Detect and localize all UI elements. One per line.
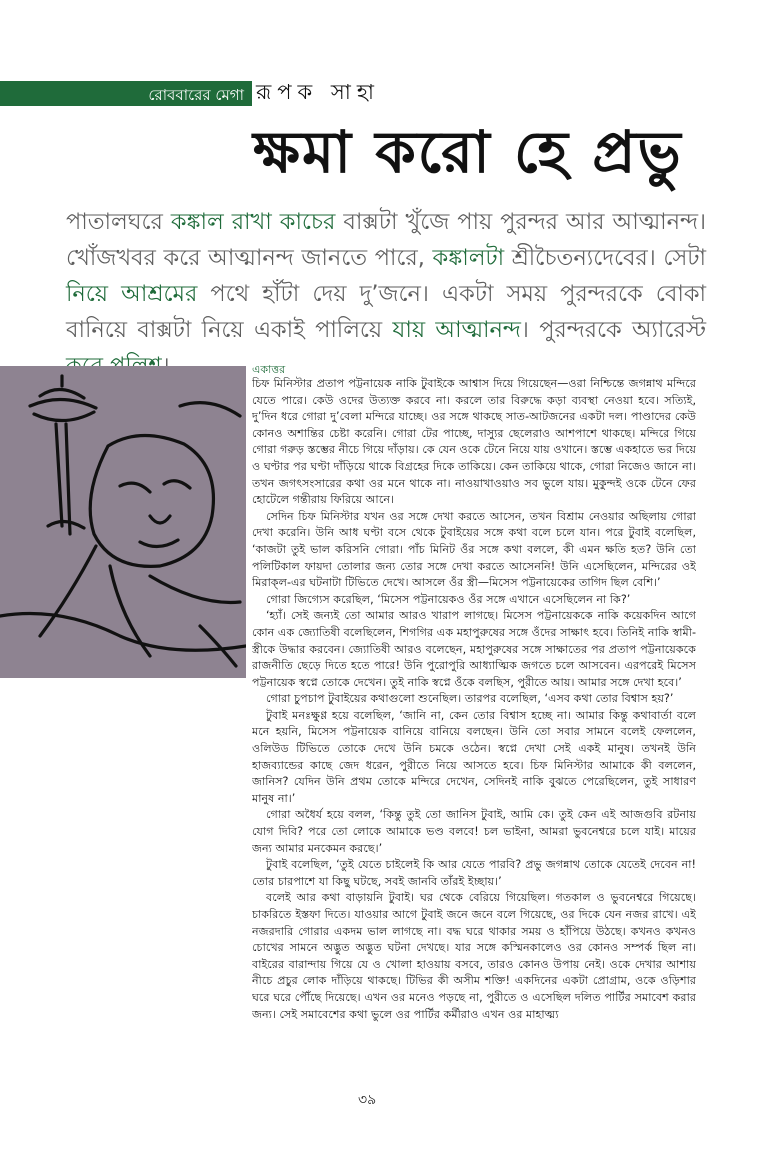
story-paragraph: চিফ মিনিস্টার প্রতাপ পট্টনায়েক নাকি টুবাইকে আশ্বাস দিয়ে গিয়েছেন—ওরা নিশ্চিন্তে জগন্নাথ মন্দিরে যেতে পারে। কেউ ওদের উত্যক্ত করবে না। করলে তার বিরুদ্ধে কড়া ব্যবস্থা নেওয়া হবে। সত্যিই, দু’দিন ধরে গোরা দু’বেলা মন্দিরে যাচ্ছে। ওর সঙ্গে থাকছে সাত-আটজনের একটা দল। পাণ্ডাদের কেউ কোনও অশান্তির চেষ্টা করেনি। গোরা টের পাচ্ছে, দাস্যুর ছেলেরাও আশপাশে থাকছে। মন্দিরে গিয়ে গোরা গরুড় স্তম্ভের নীচে গিয়ে দাঁড়ায়। কে যেন ওকে টেনে নিয়ে যায় ওখানে। স্তম্ভে একহাতে ভর দিয়ে ও ঘণ্টার পর ঘণ্টা দাঁড়িয়ে থাকে বিগ্রহের দিকে তাকিয়ে। কেন তাকিয়ে থাকে, গোরা নিজেও জানে না। তখন জগৎসংসারের কথা ওর মনে থাকে না। নাওয়াখাওয়াও সব ভুলে যায়। মুকুন্দই ওকে টেনে ফের হোটেলে গন্তীরায় ফিরিয়ে আনে। xyxy=(252,377,696,507)
highlighted-phrase: কঙ্কাল রাখা কাচের xyxy=(170,209,336,235)
author-name: রূপক সাহা xyxy=(256,80,380,104)
synopsis-paragraph xyxy=(66,204,706,384)
story-paragraph: বলেই আর কথা বাড়ায়নি টুবাই। ঘর থেকে বেরিয়ে গিয়েছিল। গতকাল ও ভুবনেশ্বরে গিয়েছে। চাকরিতে ইস্তফা দিতে। যাওয়ার আগে টুবাই জনে জনে বলে গিয়েছে, ওর দিকে যেন নজর রাখে। এই নজরদারি গোরার একদম ভাল লাগছে না। বদ্ধ ঘরে থাকার সময় ও হাঁপিয়ে উঠছে। কখনও কখনও চোখের সামনে অদ্ভুত অদ্ভুত ঘটনা দেখছে। যার সঙ্গে কস্মিনকালেও ওর কোনও সম্পর্ক ছিল না। বাইরের বারান্দায় গিয়ে যে ও খোলা হাওয়ায় বসবে, তারও কোনও উপায় নেই। ওকে দেখার আশায় নীচে প্রচুর লোক দাঁড়িয়ে থাকছে। টিভির কী অসীম শক্তি! একদিনের একটা প্রোগ্রাম, ওকে ওড়িশার ঘরে ঘরে পৌঁছে দিয়েছে। এখন ওর মনেও পড়ছে না, পুরীতে ও এসেছিল দলিত পার্টির সমাবেশ করার জন্য। সেই সমাবেশের কথা ভুলে ওর পার্টির কর্মীরাও এখন ওর মাহাত্ম্য xyxy=(252,891,696,1021)
story-paragraph: টুবাই বলেছিল, ‘তুই যেতে চাইলেই কি আর যেতে পারবি? প্রভু জগন্নাথ তোকে যেতেই দেবেন না! তোর চারপাশে যা কিছু ঘটছে, সবই জানবি তাঁরই ইচ্ছায়।’ xyxy=(252,858,696,888)
story-body xyxy=(252,376,696,1096)
story-paragraph: গোরা চুপচাপ টুবাইয়ের কথাগুলো শুনেছিল। তারপর বলেছিল, ‘এসব কথা তোর বিশ্বাস হয়?’ xyxy=(266,692,674,706)
highlighted-phrase: নিয়ে আশ্রমের xyxy=(66,281,198,307)
highlighted-phrase: যায় আত্মানন্দ xyxy=(392,317,521,343)
story-paragraph: সেদিন চিফ মিনিস্টার যখন ওর সঙ্গে দেখা করতে আসেন, তখন বিশ্রাম নেওয়ার অছিলায় গোরা দেখা করেনি। উনি আধ ঘণ্টা বসে থেকে টুবাইয়ের সঙ্গে কথা বলে চলে যান। পরে টুবাই বলেছিল, ‘কাজটা তুই ভাল করিসনি গোরা। পাঁচ মিনিট ওঁর সঙ্গে কথা বললে, কী এমন ক্ষতি হত? উনি তো পলিটিকাল ফায়দা তোলার জন্য তোর সঙ্গে দেখা করতে আসেননি! উনি এসেছিলেন, মন্দিরের ওই মিরাক্‌ল-এর ঘটনাটা টিভিতে দেখে। আসলে ওঁর স্ত্রী—মিসেস পট্টনায়েকের তাগিদ ছিল বেশি।’ xyxy=(252,509,696,590)
highlighted-phrase: কঙ্কালটা xyxy=(432,245,505,271)
page-number: ৩৯ xyxy=(358,1092,377,1108)
illustration xyxy=(0,366,246,678)
synopsis-text: বাক্সটা খুঁজে পায় পুরন্দর আর আত্মানন্দ। খোঁজখবর করে আত্মানন্দ জানতে পারে, xyxy=(66,209,707,271)
chapter-label: একাত্তর xyxy=(252,363,286,376)
synopsis-text: শ্রীচৈতন্যদেবের। সেটা xyxy=(504,245,706,271)
synopsis-text: পাতালঘরে xyxy=(66,209,171,235)
story-title: ক্ষমা করো হে প্রভু xyxy=(253,118,683,186)
story-paragraph: গোরা জিগ্যেস করেছিল, ‘মিসেস পট্টনায়েকও ওঁর সঙ্গে এখানে এসেছিলেন না কি?’ xyxy=(266,592,631,606)
story-paragraph: টুবাই মনঃক্ষুণ্ণ হয়ে বলেছিল, ‘জানি না, কেন তোর বিশ্বাস হচ্ছে না। আমার কিন্তু কথাবার্তা বলে মনে হয়নি, মিসেস পট্টনায়েক বানিয়ে বানিয়ে বলছেন। উনি তো সবার সামনে বলেই ফেললেন, ওলিউড টিভিতে তোকে দেখে উনি চমকে ওঠেন। স্বপ্নে দেখা সেই একই মানুষ। তখনই উনি হাজব্যান্ডের কাছে জেদ ধরেন, পুরীতে নিয়ে আসতে হবে। চিফ মিনিস্টার আমাকে কী বললেন, জানিস? যেদিন উনি প্রথম তোকে মন্দিরে দেখেন, সেদিনই নাকি বুঝতে পেরেছিলেন, তুই সাধারণ মানুষ না।’ xyxy=(252,708,696,805)
series-label: রোববারের মেগা xyxy=(148,86,244,104)
synopsis-text: পথে হাঁটা দেয় দু’জনে। একটা সময় পুরন্দরকে বোকা বানিয়ে বাক্সটা নিয়ে একাই পালিয়ে xyxy=(66,281,706,343)
story-paragraph: গোরা অধৈর্য হয়ে বলল, ‘কিন্তু তুই তো জানিস টুবাই, আমি কে। তুই কেন এই আজগুবি রটনায় যোগ দিবি? পরে তো লোকে আমাকে ভণ্ড বলবে! চল ভাইনা, আমরা ভুবনেশ্বরে চলে যাই। মায়ের জন্য আমার মনকেমন করছে।’ xyxy=(252,808,696,855)
synopsis-text: । পুরন্দরকে অ্যারেস্ট xyxy=(520,317,706,343)
story-paragraph: ‘হ্যাঁ। সেই জন্যই তো আমার আরও খারাপ লাগছে। মিসেস পট্টনায়েককে নাকি কয়েকদিন আগে কোন এক জ্যোতিষী বলেছিলেন, শিগগির এক মহাপুরুষের সঙ্গে ওঁদের সাক্ষাৎ হবে। তিনিই নাকি স্বামী-স্ত্রীকে উদ্ধার করবেন। জ্যোতিষী আরও বলেছেন, মহাপুরুষের সঙ্গে সাক্ষাতের পর প্রতাপ পট্টনায়েককে রাজনীতি ছেড়ে দিতে হতে পারে! উনি পুরোপুরি আধ্যাত্মিক জগতে চলে আসবেন। এরপরেই মিসেস পট্টনায়েক স্বপ্নে তোকে দেখেন। তুই নাকি স্বপ্নে ওঁকে বলছিস, পুরীতে আয়। আমার সঙ্গে দেখা হবে।’ xyxy=(252,609,696,689)
series-band xyxy=(0,81,252,106)
